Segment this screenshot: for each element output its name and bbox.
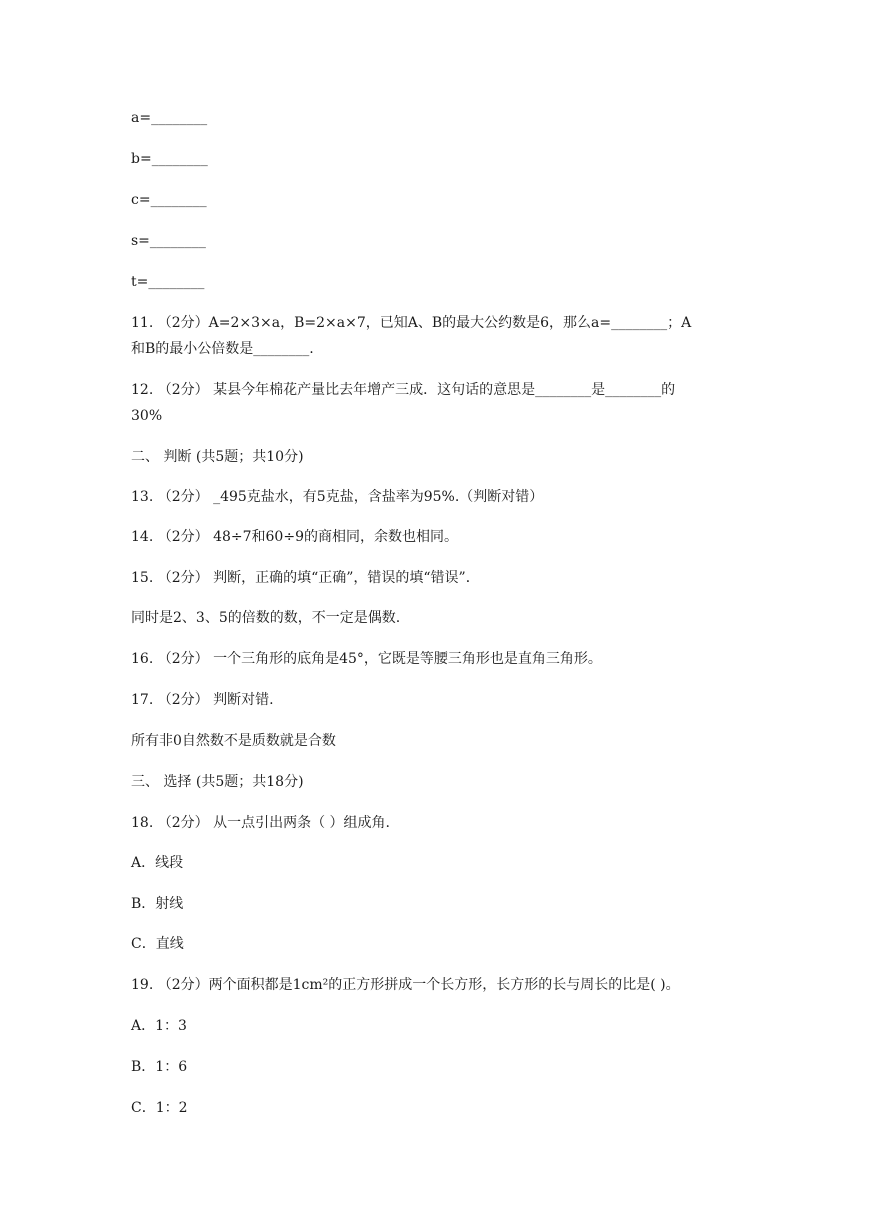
question-18-option-c: C．直线 — [131, 936, 184, 952]
question-15-line1: 15. （2分） 判断，正确的填“正确”，错误的填“错误”． — [131, 570, 480, 586]
question-16: 16. （2分） 一个三角形的底角是45°，它既是等腰三角形也是直角三角形。 — [131, 651, 602, 667]
question-18-option-a: A．线段 — [131, 855, 184, 871]
question-12-line1: 12. （2分） 某县今年棉花产量比去年增产三成．这句话的意思是________是________的 — [131, 382, 676, 398]
question-18: 18. （2分） 从一点引出两条（ ）组成角. — [131, 815, 390, 831]
question-19: 19. （2分）两个面积都是1cm²的正方形拼成一个长方形，长方形的长与周长的比是( )。 — [131, 977, 680, 993]
section-2-heading: 二、 判断 (共5题；共10分) — [131, 449, 304, 465]
question-17-line1: 17. （2分） 判断对错. — [131, 692, 274, 708]
section-3-heading: 三、 选择 (共5题；共18分) — [131, 774, 304, 790]
blank-a: a=________ — [131, 110, 208, 126]
blank-c: c=________ — [131, 192, 207, 208]
question-19-option-b: B．1：6 — [131, 1059, 188, 1075]
question-13: 13. （2分） _495克盐水，有5克盐，含盐率为95%.（判断对错） — [131, 489, 544, 505]
question-19-option-c: C．1：2 — [131, 1100, 188, 1116]
question-19-option-a: A．1：3 — [131, 1018, 187, 1034]
question-12-line2: 30% — [131, 408, 163, 424]
question-11-line1: 11. （2分）A=2×3×a，B=2×a×7，已知A、B的最大公约数是6，那么a=________；A — [131, 315, 692, 331]
question-17-line2: 所有非0自然数不是质数就是合数 — [131, 733, 336, 749]
question-14: 14. （2分） 48÷7和60÷9的商相同，余数也相同。 — [131, 529, 458, 545]
question-18-option-b: B．射线 — [131, 896, 184, 912]
blank-b: b=________ — [131, 151, 208, 167]
blank-t: t=________ — [131, 274, 205, 290]
question-11-line2: 和B的最小公倍数是________. — [131, 341, 314, 357]
question-15-line2: 同时是2、3、5的倍数的数，不一定是偶数. — [131, 610, 401, 626]
blank-s: s=________ — [131, 233, 206, 249]
